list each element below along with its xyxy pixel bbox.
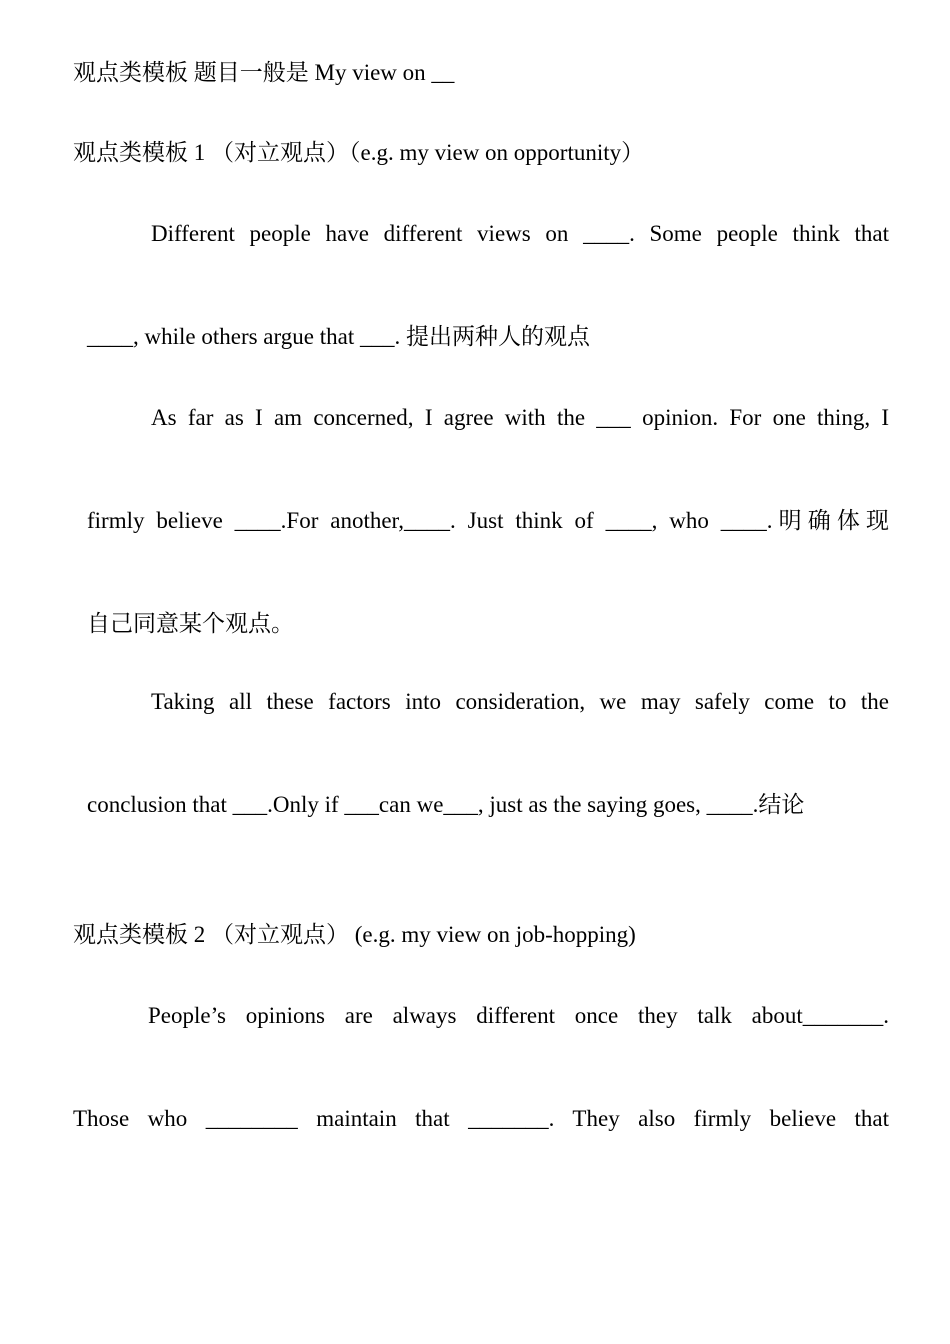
template1-paragraph1-line1: Different people have different views on ____. Some people think that: [151, 221, 889, 246]
template2-paragraph1-line1: People’s opinions are always different once they talk about_______.: [148, 1003, 889, 1028]
template1-paragraph3-line2: conclusion that ___.Only if ___can we___, just as the saying goes, ____.结论: [87, 792, 805, 817]
document-heading: 观点类模板 题目一般是 My view on __: [73, 60, 455, 85]
template1-paragraph2-line1: As far as I am concerned, I agree with the ___ opinion. For one thing, I: [151, 405, 889, 430]
template1-title: 观点类模板 1 （对立观点）（e.g. my view on opportunity）: [73, 140, 645, 165]
template1-paragraph2-line2: firmly believe ____.For another,____. Just think of ____, who ____.明确体现: [87, 508, 889, 533]
template2-paragraph1-line2: Those who ________ maintain that _______. They also firmly believe that: [73, 1106, 889, 1131]
template1-paragraph3-line1: Taking all these factors into consideration, we may safely come to the: [151, 689, 889, 714]
template2-title: 观点类模板 2 （对立观点） (e.g. my view on job-hopping): [73, 922, 636, 947]
template1-paragraph2-line3: 自己同意某个观点。: [87, 611, 294, 636]
template1-paragraph1-line2: ____, while others argue that ___. 提出两种人的观点: [87, 324, 590, 349]
